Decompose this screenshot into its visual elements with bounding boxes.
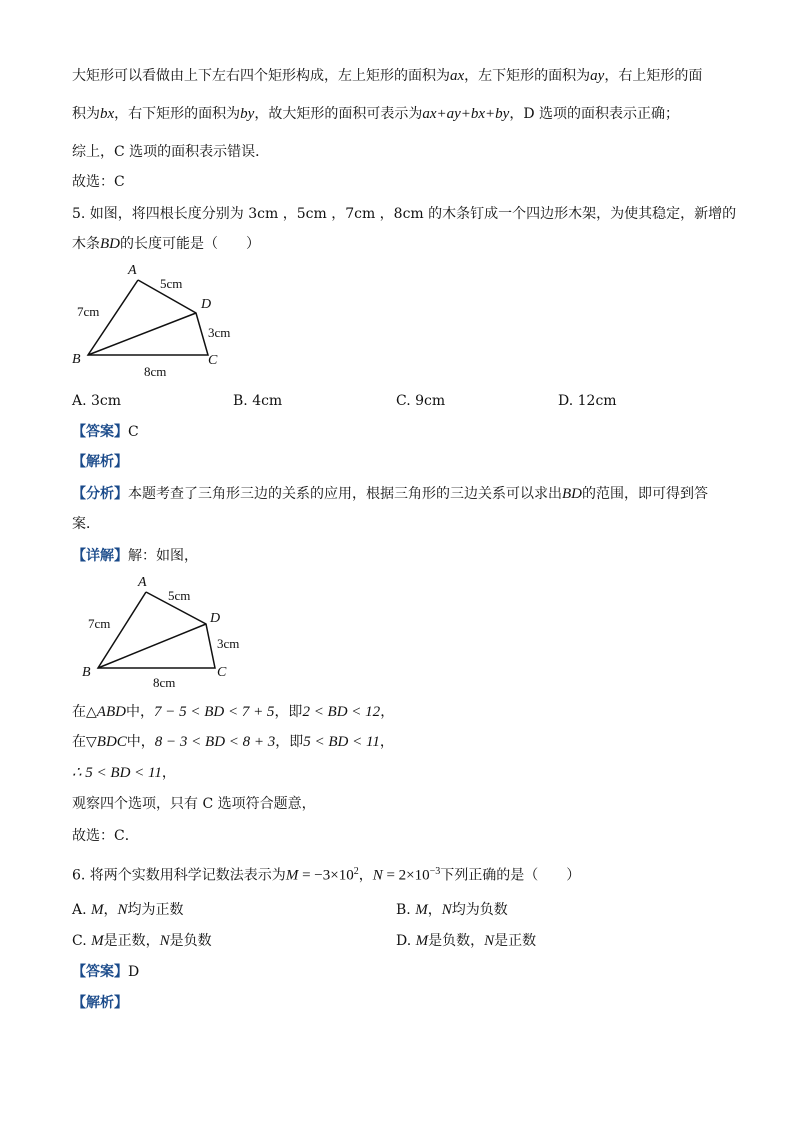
text: 均为负数	[451, 902, 508, 918]
side-label-ad: 5cm	[160, 276, 183, 291]
intro-line-1	[72, 66, 702, 86]
math-exponent: 2	[353, 866, 359, 877]
answer-value: C	[128, 424, 139, 440]
answer-tag: 【答案】	[72, 424, 128, 440]
q5-stem-2	[72, 234, 260, 254]
text: ，	[379, 734, 394, 750]
math-inequality: 2 < BD < 12	[302, 704, 381, 720]
q5-detail	[72, 546, 198, 566]
intro-line-4: 故选：C	[72, 174, 125, 190]
q5-fenxi-2: 案．	[72, 516, 100, 532]
q6-stem	[72, 862, 580, 886]
math-bd: BD	[562, 486, 582, 502]
text: 中，	[126, 734, 155, 750]
math-m: M	[415, 933, 429, 949]
text: 大矩形可以看做由上下左右四个矩形构成，左上矩形的面积为	[72, 68, 450, 84]
diagonal-bd	[98, 624, 206, 668]
math-m: M	[285, 867, 299, 884]
text: 中，	[125, 704, 154, 720]
analysis-tag: 【解析】	[72, 995, 128, 1011]
math-m: M	[415, 902, 428, 918]
math-n: N	[484, 933, 495, 949]
text: D.	[396, 933, 416, 949]
q5-stem-1: 5. 如图，将四根长度分别为 3cm ，5cm ，7cm ，8cm 的木条钉成一个四边形木架，为使其稳定，新增的	[72, 206, 737, 222]
quadrilateral-outline	[88, 280, 208, 355]
math-bdc: BDC	[96, 734, 127, 750]
side-label-ab: 7cm	[77, 304, 100, 319]
text: ，左下矩形的面积为	[464, 68, 591, 84]
answer-tag: 【答案】	[72, 964, 128, 980]
q6-option-c	[72, 931, 212, 951]
q5-option-d: D. 12cm	[558, 393, 617, 409]
text: ，故大矩形的面积可表示为	[254, 106, 423, 122]
math-ay: ay	[590, 68, 605, 84]
math-sum: ax+ay+bx+by	[422, 106, 510, 122]
side-label-ad: 5cm	[168, 588, 191, 603]
intro-line-3: 综上，C 选项的面积表示错误．	[72, 144, 270, 160]
q5-step-4: 观察四个选项，只有 C 选项符合题意，	[72, 796, 316, 812]
text: ，	[103, 902, 118, 918]
intro-line-2	[72, 104, 679, 124]
math-exponent: −3	[429, 866, 441, 877]
side-label-dc: 3cm	[217, 636, 240, 651]
q5-fenxi-1	[72, 484, 708, 504]
point-label-c: C	[217, 665, 227, 680]
text: 木条	[72, 236, 100, 252]
text: 在△	[72, 704, 97, 720]
quadrilateral-outline	[98, 592, 215, 668]
text: A.	[72, 902, 92, 918]
text: ，	[380, 704, 395, 720]
math-bx: bx	[100, 106, 115, 122]
text: ，	[427, 902, 442, 918]
q6-option-a	[72, 900, 184, 920]
math-ax: ax	[450, 68, 465, 84]
text: ，	[358, 867, 373, 884]
text: 均为正数	[127, 902, 184, 918]
text: 是负数，	[428, 933, 485, 949]
point-label-a: A	[138, 575, 147, 590]
diagonal-bd	[88, 313, 196, 355]
math-conclusion: ∴ 5 < BD < 11	[72, 765, 162, 781]
fenxi-tag: 【分析】	[72, 486, 128, 502]
math-n: N	[372, 867, 383, 884]
q6-analysis-tag	[72, 993, 128, 1013]
quadrilateral-figure-1	[68, 260, 248, 380]
text: 在▽	[72, 734, 97, 750]
q5-analysis-tag	[72, 452, 128, 472]
text: 是负数	[169, 933, 212, 949]
text: 是正数	[494, 933, 537, 949]
text: ，D 选项的面积表示正确；	[509, 106, 680, 122]
q5-option-a: A. 3cm	[72, 393, 122, 409]
point-label-c: C	[208, 353, 218, 368]
point-label-d: D	[201, 297, 212, 312]
math-m: M	[91, 933, 104, 949]
math-n: N	[117, 902, 128, 918]
text: C.	[72, 933, 92, 949]
q5-step-2	[72, 732, 394, 752]
q5-answer	[72, 422, 139, 442]
text: B.	[396, 902, 416, 918]
text: 解：如图，	[128, 548, 198, 564]
side-label-bc: 8cm	[144, 364, 167, 379]
q5-option-c: C. 9cm	[396, 393, 446, 409]
point-label-d: D	[210, 611, 221, 626]
math-n: N	[441, 902, 452, 918]
point-label-b: B	[82, 665, 91, 680]
math-n-value: = 2×10	[382, 867, 430, 884]
q5-step-1	[72, 702, 394, 722]
text: 本题考查了三角形三边的关系的应用，根据三角形的三边关系可以求出	[128, 486, 562, 502]
q5-step-3	[72, 763, 176, 783]
side-label-dc: 3cm	[208, 325, 231, 340]
math-m: M	[91, 902, 104, 918]
text: 6. 将两个实数用科学记数法表示为	[72, 867, 286, 884]
math-bd: BD	[100, 236, 120, 252]
side-label-bc: 8cm	[153, 675, 176, 690]
answer-value: D	[128, 964, 140, 980]
q5-option-b: B. 4cm	[233, 393, 283, 409]
text: ，右下矩形的面积为	[114, 106, 241, 122]
math-inequality: 8 − 3 < BD < 8 + 3	[154, 734, 276, 750]
math-abd: ABD	[96, 704, 126, 720]
text: 下列正确的是（ ）	[440, 867, 581, 884]
math-by: by	[240, 106, 255, 122]
side-label-ab: 7cm	[88, 616, 111, 631]
point-label-b: B	[72, 352, 81, 367]
q6-option-d	[396, 931, 536, 951]
text: 的长度可能是（ ）	[120, 236, 260, 252]
text: 的范围，即可得到答	[582, 486, 708, 502]
point-label-a: A	[128, 263, 137, 278]
text: ，即	[274, 704, 303, 720]
text: 积为	[72, 106, 100, 122]
math-inequality: 5 < BD < 11	[303, 734, 380, 750]
q5-step-5: 故选：C．	[72, 828, 139, 844]
text: ，右上矩形的面	[604, 68, 703, 84]
detail-tag: 【详解】	[72, 548, 128, 564]
math-inequality: 7 − 5 < BD < 7 + 5	[153, 704, 275, 720]
text: 是正数，	[103, 933, 160, 949]
analysis-tag: 【解析】	[72, 454, 128, 470]
q6-answer	[72, 962, 139, 982]
text: ，即	[275, 734, 304, 750]
q6-option-b	[396, 900, 508, 920]
quadrilateral-figure-2	[78, 572, 258, 692]
math-m-value: = −3×10	[298, 867, 354, 884]
text: ，	[161, 765, 176, 781]
math-n: N	[159, 933, 170, 949]
